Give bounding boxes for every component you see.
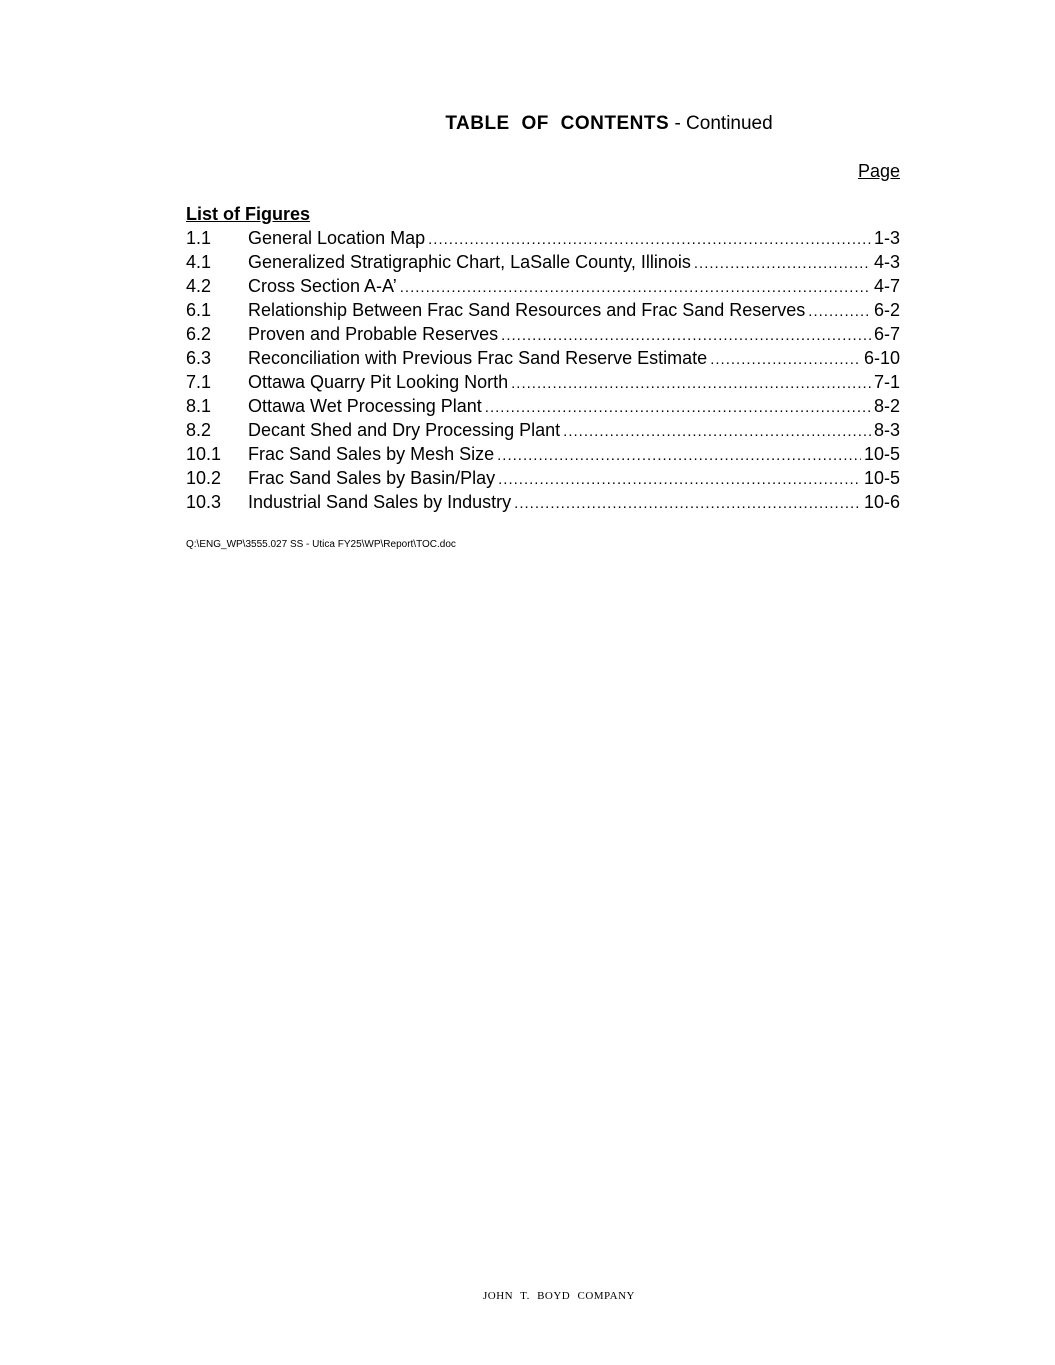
toc-dot-leader (501, 324, 871, 348)
file-path: Q:\ENG_WP\3555.027 SS - Utica FY25\WP\Report\TOC.doc (186, 539, 456, 550)
toc-entry-number: 10.2 (186, 468, 222, 488)
toc-entry-number: 6.2 (186, 324, 212, 344)
toc-entry-title: Generalized Stratigraphic Chart, LaSalle County, Illinois (248, 252, 691, 272)
toc-entry (186, 418, 900, 442)
toc-entry-number: 7.1 (186, 372, 212, 392)
toc-entry-page: 10-6 (863, 492, 900, 512)
company-footer: JOHN T. BOYD COMPANY (483, 1290, 635, 1302)
toc-entry-title: Cross Section A-A’ (248, 276, 397, 296)
toc-entry-page: 6-2 (873, 300, 900, 320)
toc-entry-number: 8.1 (186, 396, 212, 416)
toc-entry-number: 10.3 (186, 492, 222, 512)
toc-entry-number: 4.2 (186, 276, 212, 296)
toc-dot-leader (563, 420, 871, 444)
toc-entry-page: 10-5 (863, 444, 900, 464)
toc-entry-title: Proven and Probable Reserves (248, 324, 499, 344)
toc-dot-leader (710, 348, 861, 372)
toc-entry (186, 298, 900, 322)
toc-entry-page: 4-7 (873, 276, 900, 296)
toc-entry-title: Ottawa Quarry Pit Looking North (248, 372, 509, 392)
toc-entry-number: 1.1 (186, 228, 212, 248)
toc-entry-title: Frac Sand Sales by Basin/Play (248, 468, 496, 488)
page-title-suffix: - Continued (669, 113, 773, 134)
toc-dot-leader (497, 444, 861, 468)
toc-entry-number: 4.1 (186, 252, 212, 272)
toc-entry (186, 274, 900, 298)
toc-entry (186, 466, 900, 490)
toc-entry (186, 226, 900, 250)
toc-list (186, 226, 900, 514)
toc-entry-title: Reconciliation with Previous Frac Sand Reserve Estimate (248, 348, 708, 368)
toc-entry-page: 1-3 (873, 228, 900, 248)
toc-entry (186, 370, 900, 394)
toc-dot-leader (694, 252, 871, 276)
page-title (0, 112, 1055, 136)
toc-dot-leader (514, 492, 861, 516)
toc-entry-title: Relationship Between Frac Sand Resources and Frac Sand Reserves (248, 300, 806, 320)
toc-entry-title: General Location Map (248, 228, 426, 248)
toc-entry (186, 250, 900, 274)
toc-dot-leader (485, 396, 871, 420)
toc-entry-number: 6.1 (186, 300, 212, 320)
toc-entry-page: 4-3 (873, 252, 900, 272)
toc-dot-leader (428, 228, 871, 252)
toc-entry-number: 6.3 (186, 348, 212, 368)
toc-entry (186, 490, 900, 514)
toc-entry-number: 8.2 (186, 420, 212, 440)
toc-dot-leader (511, 372, 871, 396)
toc-entry-title: Industrial Sand Sales by Industry (248, 492, 512, 512)
toc-entry (186, 346, 900, 370)
section-heading: List of Figures (186, 204, 311, 224)
toc-entry-page: 8-2 (873, 396, 900, 416)
toc-dot-leader (400, 276, 871, 300)
toc-entry-page: 8-3 (873, 420, 900, 440)
toc-entry-number: 10.1 (186, 444, 222, 464)
toc-entry-page: 6-10 (863, 348, 900, 368)
toc-entry-title: Ottawa Wet Processing Plant (248, 396, 482, 416)
toc-dot-leader (808, 300, 871, 324)
toc-entry (186, 442, 900, 466)
toc-entry-title: Frac Sand Sales by Mesh Size (248, 444, 495, 464)
toc-entry-page: 7-1 (873, 372, 900, 392)
toc-entry (186, 394, 900, 418)
toc-entry-title: Decant Shed and Dry Processing Plant (248, 420, 561, 440)
page-column-label: Page (857, 161, 900, 181)
toc-entry-page: 6-7 (873, 324, 900, 344)
page-title-main: TABLE OF CONTENTS (445, 113, 670, 134)
toc-entry-page: 10-5 (863, 468, 900, 488)
toc-dot-leader (498, 468, 861, 492)
toc-entry (186, 322, 900, 346)
